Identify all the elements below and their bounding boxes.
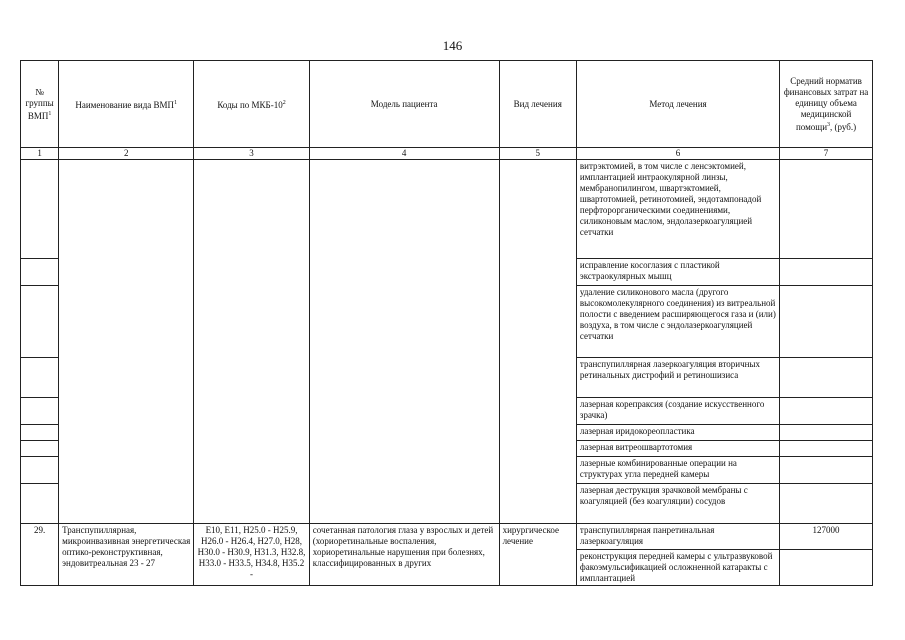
empty-cell [21, 358, 59, 398]
empty-cell [780, 259, 873, 286]
header-group-number: № группы ВМП$^1$ [21, 61, 59, 148]
header-average-cost: Средний норматив финансовых затрат на единицу объема медицинской помощи$^3$, (руб.) [780, 61, 873, 148]
empty-cell [21, 425, 59, 441]
header-treatment-type: Вид лечения [499, 61, 576, 148]
column-number: 1 [21, 148, 59, 160]
average-cost: 127000 [780, 524, 873, 550]
empty-cell [21, 484, 59, 524]
header-treatment-method: Метод лечения [576, 61, 779, 148]
method-cell: лазерная деструкция зрачковой мембраны с коагуляцией (без коагуляции) сосудов [576, 484, 779, 524]
method-cell: лазерная корепраксия (создание искусственного зрачка) [576, 398, 779, 425]
column-number: 7 [780, 148, 873, 160]
vmp-table [20, 60, 873, 586]
empty-cell [780, 484, 873, 524]
column-number: 3 [194, 148, 310, 160]
empty-cell [21, 457, 59, 484]
header-icd-codes: Коды по МКБ-$10^2$ [194, 61, 310, 148]
header-patient-model: Модель пациента [309, 61, 499, 148]
method-cell: исправление косоглазия с пластикой экстраокулярных мышц [576, 259, 779, 286]
method-cell: лазерные комбинированные операции на структурах угла передней камеры [576, 457, 779, 484]
empty-cell [780, 286, 873, 358]
empty-cell [21, 160, 59, 259]
empty-cell [309, 160, 499, 524]
table-header-row [21, 61, 873, 148]
empty-cell [21, 441, 59, 457]
empty-cell [780, 160, 873, 259]
patient-model: сочетанная патология глаза у взрослых и детей (хориоретинальные воспаления, хориоретинальные нарушения при болезнях, классифицированных в других [309, 524, 499, 586]
empty-cell [780, 425, 873, 441]
treatment-type: хирургическое лечение [499, 524, 576, 586]
empty-cell [21, 398, 59, 425]
method-cell: витрэктомией, в том числе с ленсэктомией, имплантацией интраокулярной линзы, мембранопилингом, швартэктомией, швартотомией, ретинотомией, эндотампонадой перфторорганическими соединениями, силиконовым маслом, эндолазеркоагуляцией сетчатки [576, 160, 779, 259]
empty-cell [780, 398, 873, 425]
table-row [21, 160, 873, 259]
method-cell: транспупиллярная панретинальная лазеркоагуляция [576, 524, 779, 550]
header-vmp-name: Наименование вида ВМП$^1$ [59, 61, 194, 148]
method-cell: реконструкция передней камеры с ультразвуковой факоэмульсификацией осложненной катаракты с имплантацией [576, 550, 779, 586]
empty-cell [499, 160, 576, 524]
method-cell: транспупиллярная лазеркоагуляция вторичных ретинальных дистрофий и ретиношизиса [576, 358, 779, 398]
column-number: 5 [499, 148, 576, 160]
method-cell: лазерная витреошвартотомия [576, 441, 779, 457]
empty-cell [21, 259, 59, 286]
icd-codes: E10, E11, H25.0 - H25.9, H26.0 - H26.4, H27.0, H28, H30.0 - H30.9, H31.3, H32.8, H33.0 - H33.5, H34.8, H35.2 - [194, 524, 310, 586]
page-number: 146 [442, 38, 463, 53]
empty-cell [780, 441, 873, 457]
empty-cell [59, 160, 194, 524]
empty-cell [780, 358, 873, 398]
empty-cell [780, 457, 873, 484]
vmp-name: Транспупиллярная, микроинвазивная энергетическая оптико-реконструктивная, эндовитреальная 23 - 27 [59, 524, 194, 586]
group-number: 29. [21, 524, 59, 586]
method-cell: лазерная иридокореопластика [576, 425, 779, 441]
empty-cell [780, 550, 873, 586]
column-number: 4 [309, 148, 499, 160]
column-numbers-row [21, 148, 873, 160]
empty-cell [21, 286, 59, 358]
table-row-group-29 [21, 524, 873, 550]
method-cell: удаление силиконового масла (другого высокомолекулярного соединения) из витреальной полости с введением расширяющегося газа и (или) воздуха, в том числе с эндолазеркоагуляцией сетчатки [576, 286, 779, 358]
column-number: 2 [59, 148, 194, 160]
column-number: 6 [576, 148, 779, 160]
empty-cell [194, 160, 310, 524]
